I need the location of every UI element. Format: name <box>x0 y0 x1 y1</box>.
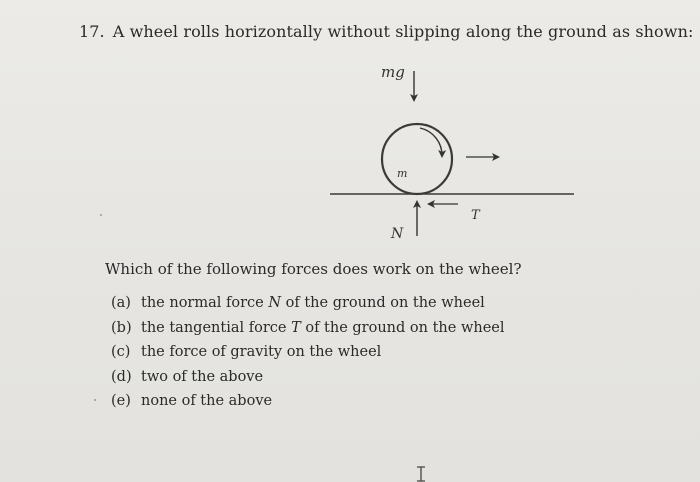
option-text: two of the above <box>141 368 264 385</box>
answer-options <box>111 291 505 414</box>
text-cursor-icon <box>416 466 426 482</box>
option-symbol: N <box>268 295 282 311</box>
gravity-label: mg <box>381 63 405 81</box>
option-letter: (b) <box>111 319 132 336</box>
question-text: A wheel rolls horizontally without slipping along the ground as shown: <box>112 22 694 41</box>
wheel-circle <box>382 124 452 194</box>
option-letter: (a) <box>111 295 131 311</box>
normal-force-label: N <box>391 226 404 242</box>
option-a <box>111 291 505 316</box>
tangential-force-label: T <box>471 208 480 223</box>
option-d <box>111 365 505 390</box>
option-text: none of the above <box>141 393 273 409</box>
question-prompt: Which of the following forces does work on the wheel? <box>105 260 522 278</box>
option-text: the normal force <box>141 295 264 311</box>
question-number: 17. <box>79 22 105 41</box>
option-letter: (c) <box>111 344 131 360</box>
option-text: the force of gravity on the wheel <box>141 344 382 360</box>
option-e <box>111 389 505 414</box>
option-text: the tangential force <box>141 319 287 336</box>
option-letter: (d) <box>111 368 132 385</box>
option-letter: (e) <box>111 393 131 409</box>
mass-label: m <box>397 167 408 180</box>
option-text-after: of the ground on the wheel <box>305 319 505 336</box>
option-text-after: of the ground on the wheel <box>285 295 485 311</box>
paper-speck <box>100 214 102 216</box>
option-symbol: T <box>291 319 301 336</box>
option-c <box>111 340 505 365</box>
paper-speck <box>94 399 96 401</box>
option-b <box>111 316 505 341</box>
